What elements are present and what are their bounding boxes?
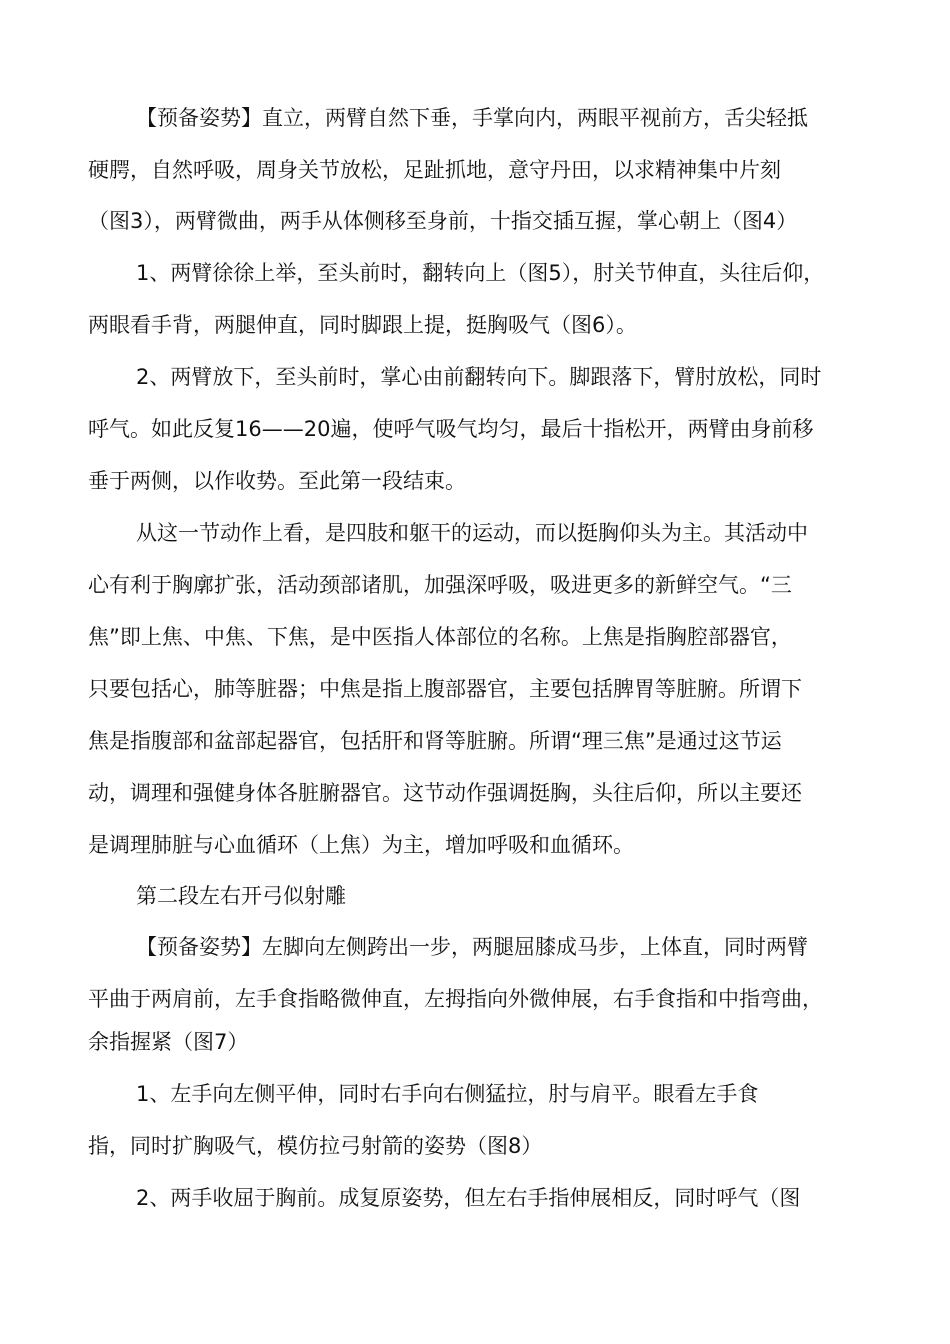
text-line: 垂于两侧，以作收势。至此第一段结束。 — [88, 469, 466, 493]
text-line: 硬腭，自然呼吸，周身关节放松，足趾抓地，意守丹田，以求精神集中片刻 — [88, 158, 781, 182]
text-line: 1、左手向左侧平伸，同时右手向右侧猛拉，肘与肩平。眼看左手食 — [136, 1082, 759, 1106]
text-line: 1、两臂徐徐上举，至头前时，翻转向上（图5），肘关节伸直，头往后仰， — [136, 261, 825, 285]
text-line: 从这一节动作上看，是四肢和躯干的运动，而以挺胸仰头为主。其活动中 — [136, 521, 808, 545]
text-line: 只要包括心，肺等脏器；中焦是指上腹部器官，主要包括脾胃等脏腑。所谓下 — [88, 677, 802, 701]
text-line: （图3），两臂微曲，两手从体侧移至身前，十指交插互握，掌心朝上（图4） — [88, 209, 798, 233]
text-line: 焦”即上焦、中焦、下焦，是中医指人体部位的名称。上焦是指胸腔部器官， — [88, 625, 792, 649]
text-line: 余指握紧（图7） — [88, 1030, 249, 1054]
text-line: 指，同时扩胸吸气，模仿拉弓射箭的姿势（图8） — [88, 1134, 543, 1158]
text-line: 两眼看手背，两腿伸直，同时脚跟上提，挺胸吸气（图6）。 — [88, 313, 637, 337]
text-line: 2、两臂放下，至头前时，掌心由前翻转向下。脚跟落下，臂肘放松，同时 — [136, 365, 822, 389]
text-line: 动，调理和强健身体各脏腑器官。这节动作强调挺胸，头往后仰，所以主要还 — [88, 781, 802, 805]
text-line: 呼气。如此反复16——20遍，使呼气吸气均匀，最后十指松开，两臂由身前移 — [88, 417, 814, 441]
text-line: 焦是指腹部和盆部起器官，包括肝和肾等脏腑。所谓“理三焦”是通过这节运 — [88, 729, 782, 753]
text-line: 【预备姿势】左脚向左侧跨出一步，两腿屈膝成马步，上体直，同时两臂 — [136, 935, 808, 959]
section-heading: 第二段左右开弓似射雕 — [136, 884, 346, 908]
text-line: 心有利于胸廓扩张，活动颈部诸肌，加强深呼吸，吸进更多的新鲜空气。“三 — [88, 573, 792, 597]
text-line: 【预备姿势】直立，两臂自然下垂，手掌向内，两眼平视前方，舌尖轻抵 — [136, 106, 808, 130]
text-line: 是调理肺脏与心血循环（上焦）为主，增加呼吸和血循环。 — [88, 833, 634, 857]
text-line: 平曲于两肩前，左手食指略微伸直，左拇指向外微伸展，右手食指和中指弯曲， — [88, 987, 823, 1011]
text-line: 2、两手收屈于胸前。成复原姿势，但左右手指伸展相反，同时呼气（图 — [136, 1186, 801, 1210]
